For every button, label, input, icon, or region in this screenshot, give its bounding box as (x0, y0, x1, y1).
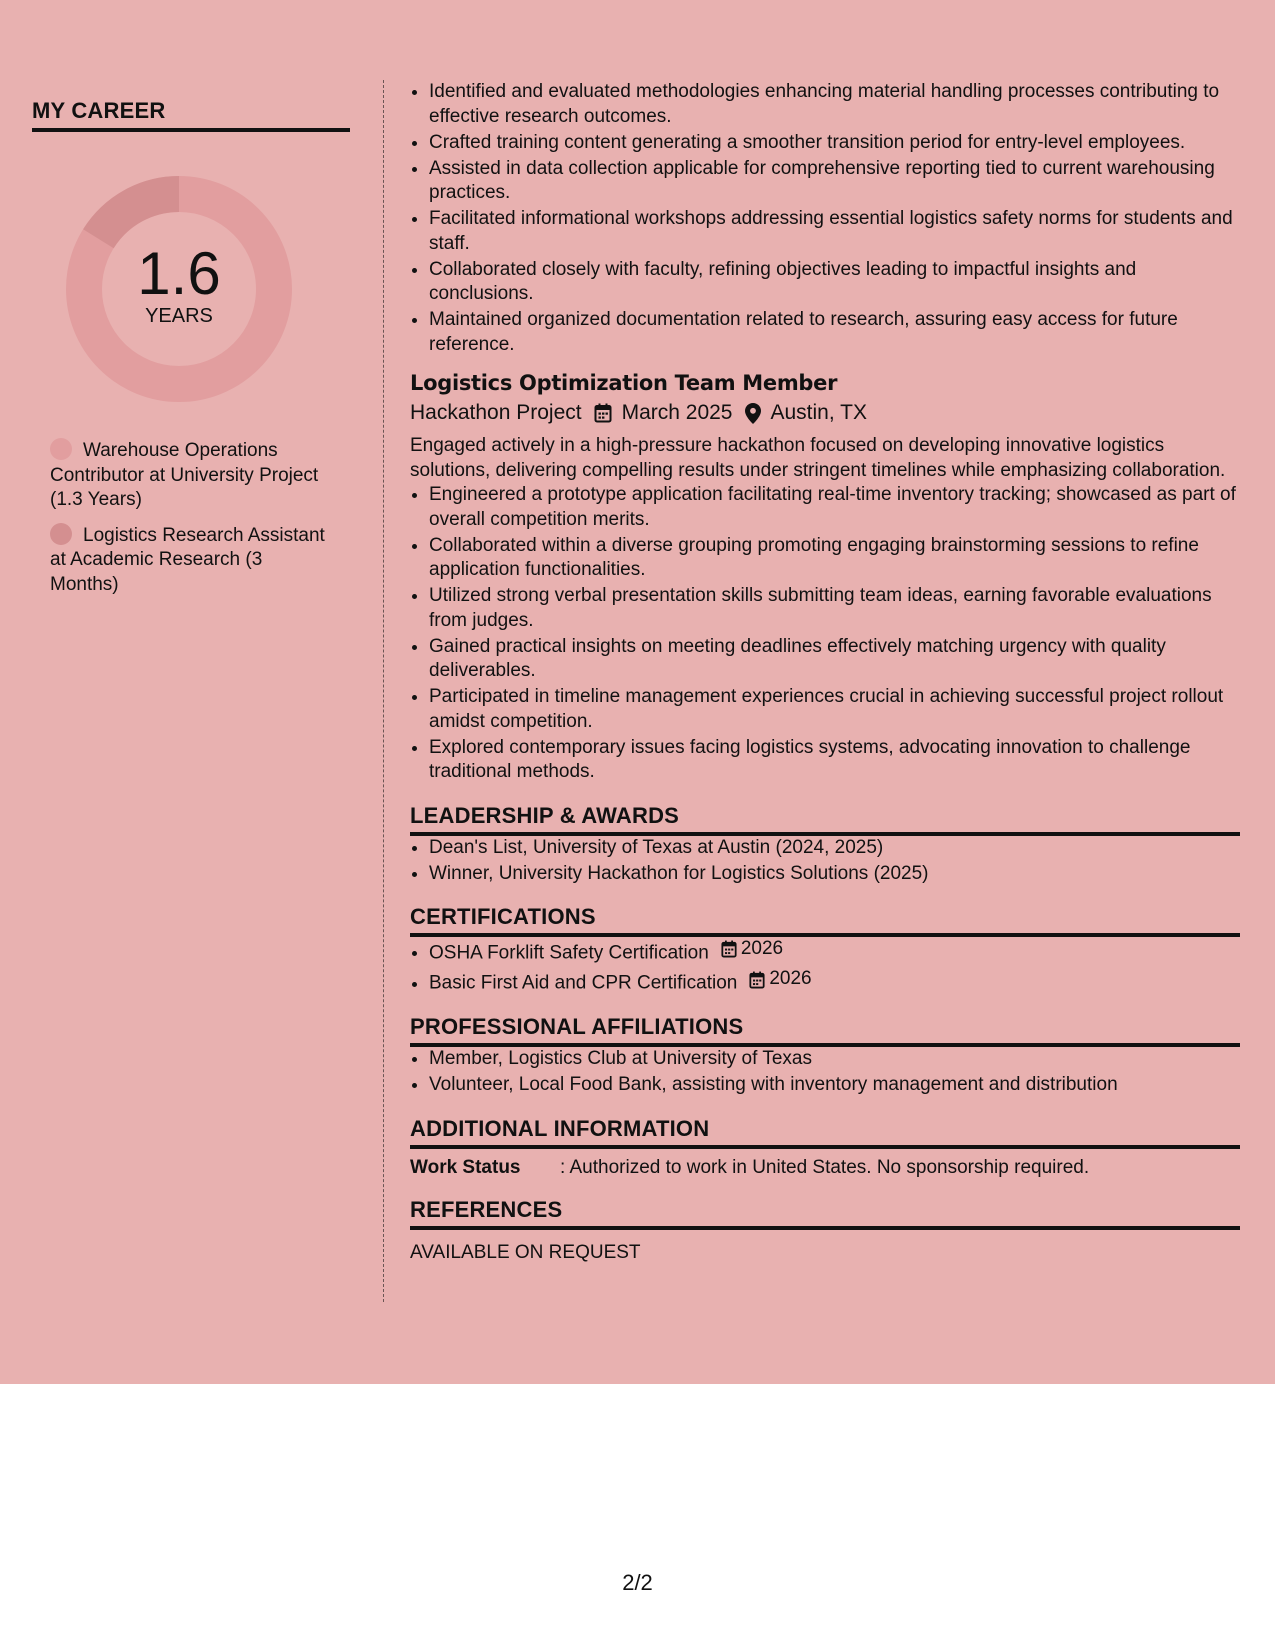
list-item: • Winner, University Hackathon for Logistics Solutions (2025) (429, 862, 1240, 887)
leadership-list (410, 836, 1240, 887)
calendar-icon (749, 971, 765, 989)
list-item: • Participated in timeline management experiences crucial in achieving successful project rollout amidst competition. (429, 685, 1240, 734)
list-item: • Collaborated closely with faculty, refining objectives leading to impactful insights and conclusions. (429, 258, 1240, 307)
job-company: Hackathon Project (410, 401, 582, 424)
job-meta (410, 401, 1240, 425)
references-text: AVAILABLE ON REQUEST (410, 1241, 641, 1263)
legend-dot-icon (50, 438, 72, 460)
job-entry (410, 371, 1240, 785)
legend-dot-icon (50, 523, 72, 545)
list-item: • Engineered a prototype application facilitating real-time inventory tracking; showcased as part of overall competition merits. (429, 483, 1240, 532)
list-item (429, 967, 1240, 996)
cert-year: 2026 (740, 938, 784, 959)
certifications-list (410, 937, 1240, 996)
list-item: • Identified and evaluated methodologies enhancing material handling processes contributing to effective research outcomes. (429, 80, 1240, 129)
cert-name: OSHA Forklift Safety Certification (429, 942, 709, 964)
section-title-references: REFERENCES (410, 1197, 1240, 1230)
career-legend (50, 438, 330, 597)
calendar-icon (721, 940, 737, 958)
job-date: March 2025 (621, 401, 733, 424)
job-bullets (410, 483, 1240, 785)
work-status-value: : Authorized to work in United States. No sponsorship required. (560, 1156, 1090, 1178)
legend-item (50, 523, 330, 598)
cert-name: Basic First Aid and CPR Certification (429, 972, 738, 994)
column-divider (383, 80, 384, 1302)
career-donut-chart (66, 176, 292, 402)
legend-label: Logistics Research Assistant at Academic Research (3 Months) (50, 524, 325, 595)
affiliations-list (410, 1047, 1240, 1098)
section-title-leadership: LEADERSHIP & AWARDS (410, 803, 1240, 836)
cert-date (749, 967, 811, 992)
job-title: Logistics Optimization Team Member (410, 371, 838, 395)
page-number: 2/2 (622, 1570, 653, 1595)
list-item: • Utilized strong verbal presentation skills submitting team ideas, earning favorable evaluations from judges. (429, 584, 1240, 633)
list-item: • Dean's List, University of Texas at Austin (2024, 2025) (429, 836, 1240, 861)
legend-label: Warehouse Operations Contributor at University Project (1.3 Years) (50, 440, 319, 510)
sidebar-title: MY CAREER (32, 98, 350, 132)
legend-item (50, 438, 330, 513)
section-title-affiliations: PROFESSIONAL AFFILIATIONS (410, 1014, 1240, 1047)
sidebar (32, 98, 350, 607)
calendar-icon (594, 403, 612, 423)
cert-date (721, 937, 783, 962)
list-item: • Assisted in data collection applicable for comprehensive reporting tied to current warehousing practices. (429, 157, 1240, 206)
list-item: • Maintained organized documentation related to research, assuring easy access for future reference. (429, 308, 1240, 357)
previous-job-bullets (410, 80, 1240, 357)
section-title-certifications: CERTIFICATIONS (410, 904, 1240, 937)
list-item: • Gained practical insights on meeting deadlines effectively matching urgency with quality deliverables. (429, 635, 1240, 684)
work-status-label: Work Status (410, 1156, 521, 1178)
main-column (410, 80, 1240, 1264)
total-years-value: 1.6 (137, 239, 221, 307)
list-item: • Facilitated informational workshops addressing essential logistics safety norms for students and staff. (429, 207, 1240, 256)
cert-year: 2026 (769, 968, 812, 990)
list-item: • Explored contemporary issues facing logistics systems, advocating innovation to challenge traditional methods. (429, 736, 1240, 785)
list-item: • Collaborated within a diverse grouping promoting engaging brainstorming sessions to refine application functionalities. (429, 534, 1240, 583)
list-item: • Volunteer, Local Food Bank, assisting with inventory management and distribution (429, 1073, 1240, 1098)
list-item: • Member, Logistics Club at University of Texas (429, 1047, 1240, 1072)
work-status-row (410, 1157, 1240, 1179)
total-years-unit: YEARS (145, 304, 213, 327)
location-pin-icon (745, 403, 761, 424)
job-description: Engaged actively in a high-pressure hackathon focused on developing innovative logistics solutions, delivering compelling results under stringent timelines while emphasizing collaboration. (410, 435, 1226, 481)
job-location: Austin, TX (770, 401, 867, 424)
section-title-additional-info: ADDITIONAL INFORMATION (410, 1116, 1240, 1149)
list-item: • Crafted training content generating a smoother transition period for entry-level employees. (429, 131, 1240, 156)
list-item (429, 937, 1240, 966)
donut-center (66, 176, 292, 402)
